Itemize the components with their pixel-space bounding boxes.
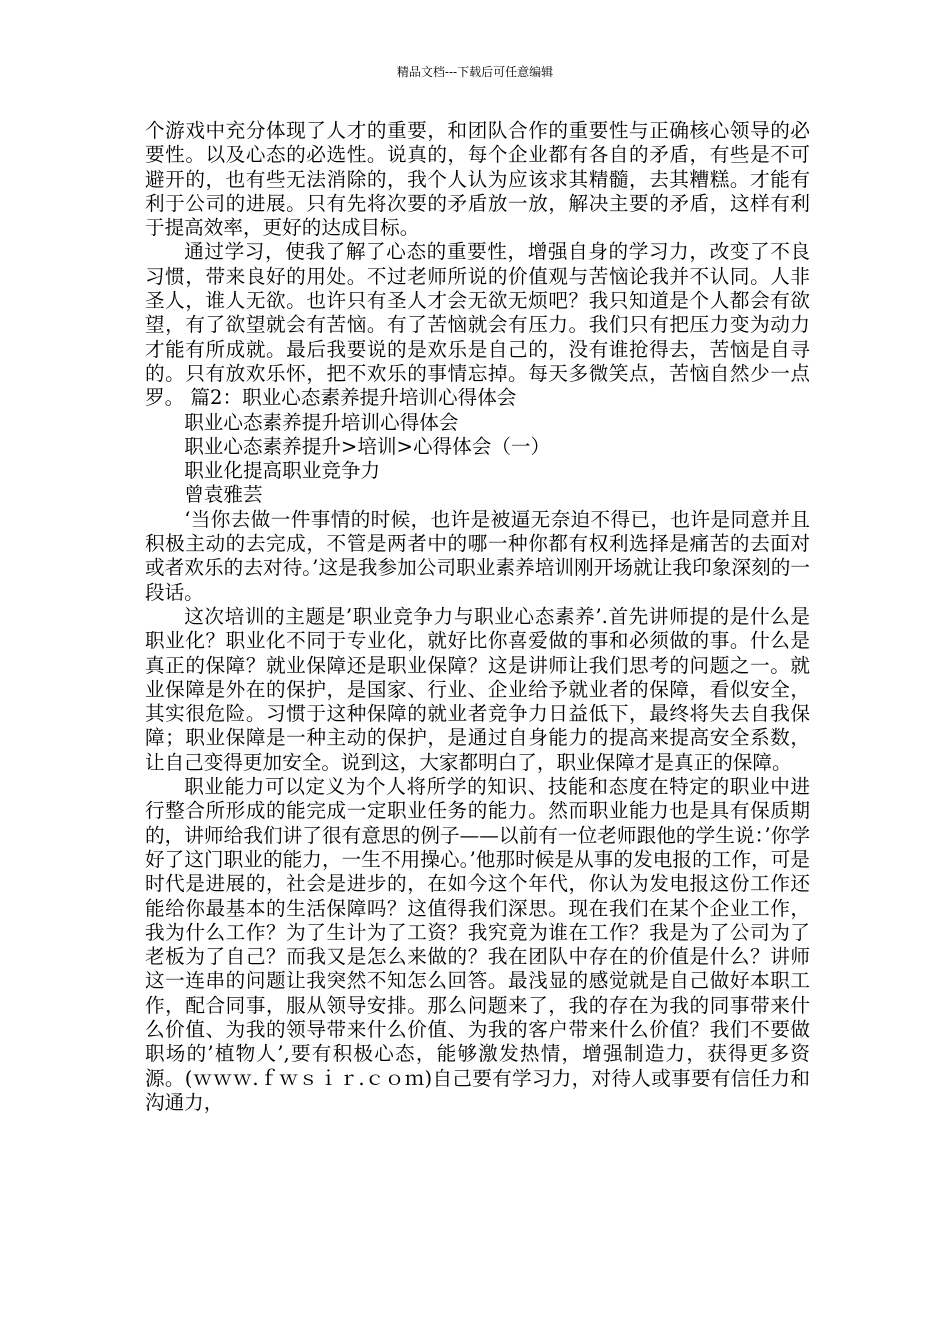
paragraph-3: ‘当你去做一件事情的时候，也许是被逼无奈迫不得已，也许是同意并且积极主动的去完成，不管是两者中的哪一种你都有权利选择是痛苦的去面对或者欢乐的去对待。’这是我参加公司职业素养培训刚开场就让我印象深刻的一段话。 — [145, 507, 810, 604]
paragraph-1: 个游戏中充分体现了人才的重要，和团队合作的重要性与正确核心领导的必要性。以及心态的必选性。说真的，每个企业都有各自的矛盾，有些是不可避开的，也有些无法消除的，我个人认为应该求其精髓，去其糟糕。才能有利于公司的进展。只有先将次要的矛盾放一放，解决主要的矛盾，这样有利于提高效率，更好的达成目标。 — [145, 119, 810, 240]
page-header: 精品文档---下载后可任意编辑 — [396, 65, 554, 79]
article-title: 职业化提高职业竞争力 — [184, 459, 381, 483]
document-body — [145, 119, 810, 1115]
section-subtitle: 职业心态素养提升>培训>心得体会（一） — [184, 434, 551, 458]
section-title: 职业心态素养提升培训心得体会 — [184, 410, 459, 434]
paragraph-2: 通过学习，使我了解了心态的重要性，增强自身的学习力，改变了不良习惯，带来良好的用处。不过老师所说的价值观与苦恼论我并不认同。人非圣人，谁人无欲。也许只有圣人才会无欲无烦吧？我只知道是个人都会有欲望，有了欲望就会有苦恼。有了苦恼就会有压力。我们只有把压力变为动力才能有所成就。最后我要说的是欢乐是自己的，没有谁抢得去，苦恼是自寻的。只有放欢乐怀，把不欢乐的事情忘掉。每天多微笑点，苦恼自然少一点罗。 篇2：职业心态素养提升培训心得体会 — [145, 240, 810, 410]
article-author: 曾袁雅芸 — [184, 483, 263, 507]
paragraph-4: 这次培训的主题是’职业竞争力与职业心态素养’.首先讲师提的是什么是职业化？职业化不同于专业化，就好比你喜爱做的事和必须做的事。什么是真正的保障？就业保障还是职业保障？这是讲师让我们思考的问题之一。就业保障是外在的保护，是国家、行业、企业给予就业者的保障，看似安全，其实很危险。习惯于这种保障的就业者竞争力日益低下，最终将失去自我保障；职业保障是一种主动的保护，是通过自身能力的提高来提高安全系数，让自己变得更加安全。说到这，大家都明白了，职业保障才是真正的保障。 — [145, 604, 810, 774]
paragraph-5: 职业能力可以定义为个人将所学的知识、技能和态度在特定的职业中进行整合所形成的能完成一定职业任务的能力。然而职业能力也是具有保质期的，讲师给我们讲了很有意思的例子——以前有一位老师跟他的学生说：’你学好了这门职业的能力，一生不用操心。’他那时候是从事的发电报的工作，可是时代是进展的，社会是进步的，在如今这个年代，你认为发电报这份工作还能给你最基本的生活保障吗？这值得我们深思。现在我们在某个企业工作，我为什么工作？为了生计为了工资？我究竟为谁在工作？我是为了公司为了老板为了自己？而我又是怎么来做的？我在团队中存在的价值是什么？讲师这一连串的问题让我突然不知怎么回答。最浅显的感觉就是自己做好本职工作，配合同事，服从领导安排。那么问题来了，我的存在为我的同事带来什么价值、为我的领导带来什么价值、为我的客户带来什么价值？我们不要做职场的’植物人’,要有积极心态，能够激发热情，增强制造力，获得更多资源。(ｗｗｗ.ｆｗｓｉｒ.ｃｏｍ)自己要有学习力，对待人或事要有信任力和沟通力， — [145, 775, 810, 1114]
